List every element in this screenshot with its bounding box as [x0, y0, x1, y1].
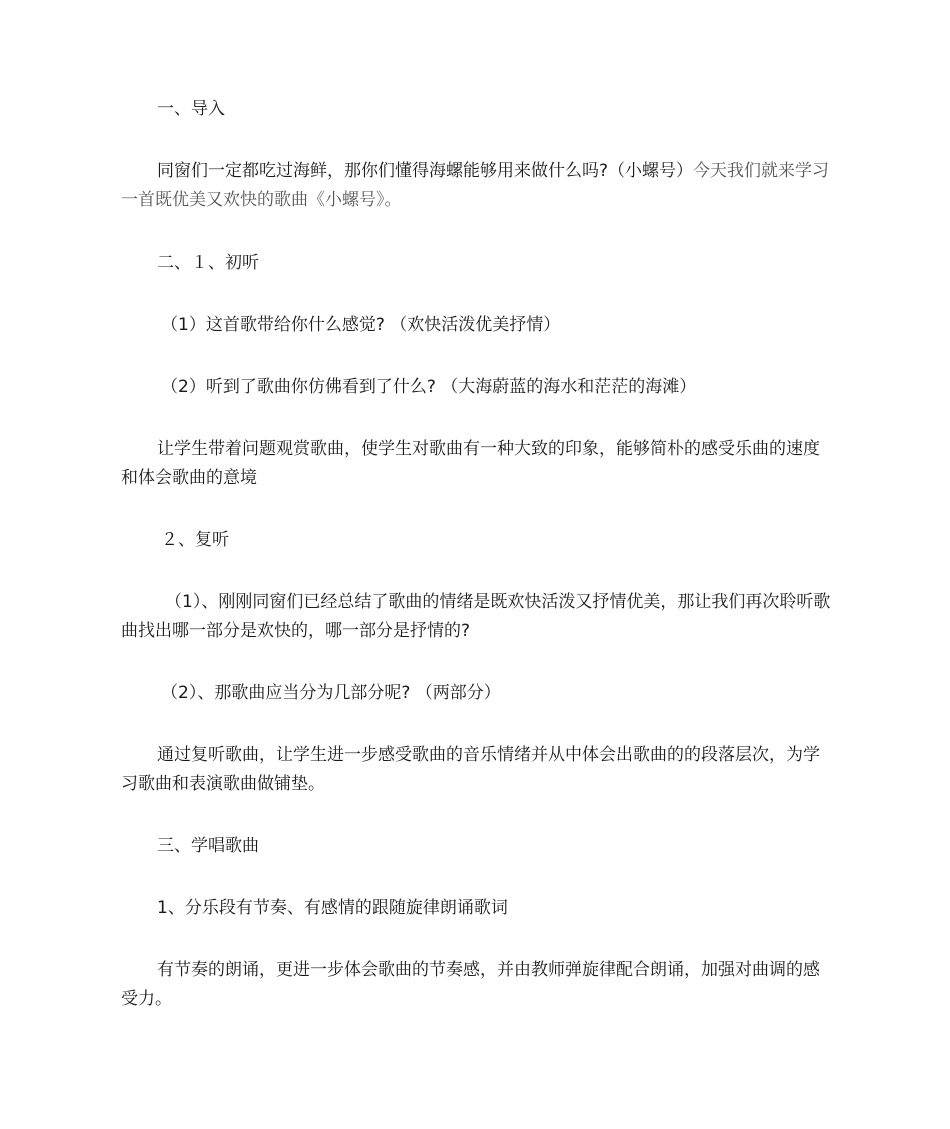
section-heading-learn-song: 三、学唱歌曲 — [157, 836, 259, 856]
question-feeling: （1）这首歌带给你什么感觉? （欢快活泼优美抒情） — [161, 315, 561, 335]
question-imagery: （2）听到了歌曲你仿佛看到了什么? （大海蔚蓝的海水和茫茫的海滩） — [161, 377, 697, 397]
section-heading-first-listen: 二、１、初听 — [157, 253, 259, 273]
section-heading-intro: 一、导入 — [157, 99, 225, 119]
step-recite-lyrics: 1、分乐段有节奏、有感情的跟随旋律朗诵歌词 — [157, 898, 508, 918]
paragraph-first-listen-purpose: 让学生带着问题观赏歌曲，使学生对歌曲有一种大致的印象，能够简朴的感受乐曲的速度和体会歌曲的意境 — [121, 439, 820, 488]
question-mood-parts: （1）、刚刚同窗们已经总结了歌曲的情绪是既欢快活泼又抒情优美，那让我们再次聆听歌曲找出哪一部分是欢快的，哪一部分是抒情的? — [121, 592, 831, 641]
paragraph-intro — [121, 157, 833, 215]
section-heading-second-listen: ２、复听 — [161, 530, 229, 550]
paragraph-intro-gray-text: 今天我们就来学习一首既优美又欢快的歌曲《小螺号》。 — [121, 161, 830, 210]
paragraph-intro-question: 同窗们一定都吃过海鲜，那你们懂得海螺能够用来做什么吗?（小螺号） — [157, 161, 694, 181]
paragraph-rhythm-reading: 有节奏的朗诵，更进一步体会歌曲的节奏感，并由教师弹旋律配合朗诵，加强对曲调的感受力。 — [121, 960, 820, 1009]
question-number-parts: （2）、那歌曲应当分为几部分呢? （两部分） — [161, 683, 501, 703]
paragraph-second-listen-purpose: 通过复听歌曲，让学生进一步感受歌曲的音乐情绪并从中体会出歌曲的的段落层次，为学习歌曲和表演歌曲做铺垫。 — [121, 745, 820, 794]
